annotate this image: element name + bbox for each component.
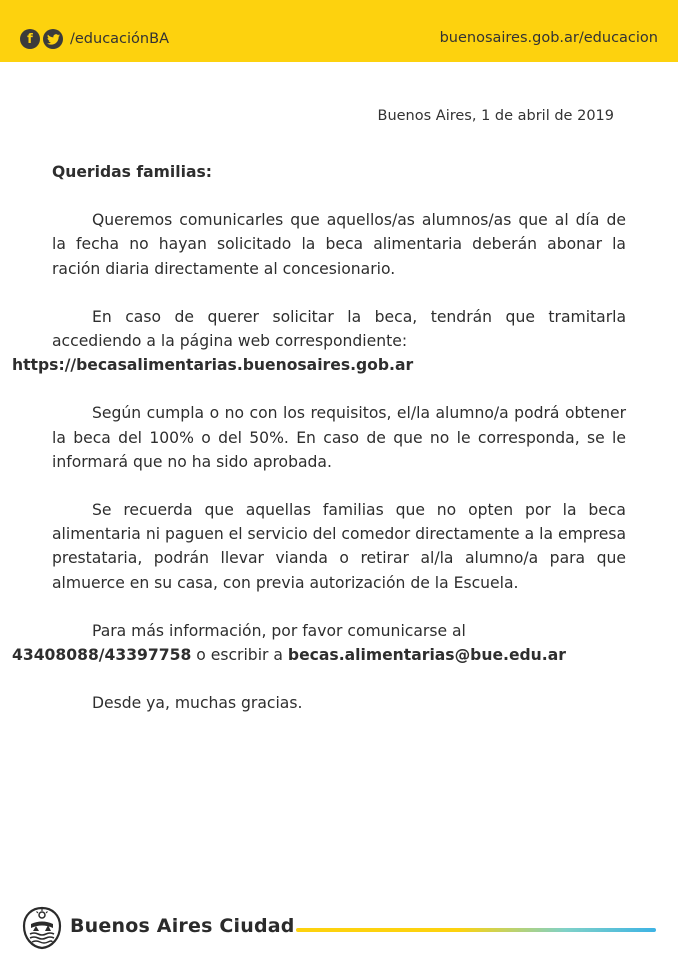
city-seal-icon: [22, 906, 62, 954]
letter-body: [12, 160, 626, 739]
paragraph-5-mid: o escribir a: [191, 646, 288, 665]
brand-name: Buenos Aires Ciudad: [70, 915, 295, 937]
email-link[interactable]: becas.alimentarias@bue.edu.ar: [287, 646, 566, 665]
paragraph-4: Se recuerda que aquellas familias que no opten por la beca alimentaria ni paguen el servicio del comedor directamente a la empresa prestataria, podrán llevar vianda o retirar al/la alumno/a para que almuerce en su casa, con previa autorización de la Escuela.: [52, 501, 626, 592]
closing: Desde ya, muchas gracias.: [92, 694, 303, 713]
header-bar: [0, 0, 678, 62]
social-handle[interactable]: /educaciónBA: [70, 31, 169, 47]
greeting: Queridas familias:: [52, 163, 212, 181]
becas-url-link[interactable]: https://becasalimentarias.buenosaires.gob.ar: [12, 356, 414, 375]
website-link[interactable]: buenosaires.gob.ar/educacion: [439, 30, 658, 46]
paragraph-1: Queremos comunicarles que aquellos/as alumnos/as que al día de la fecha no hayan solicitado la beca alimentaria deberán abonar la ración diaria directamente al concesionario.: [52, 211, 626, 278]
social-links: [20, 29, 169, 49]
paragraph-3: Según cumpla o no con los requisitos, el/la alumno/a podrá obtener la beca del 100% o del 50%. En caso de que no le corresponda, se le informará que no ha sido aprobada.: [52, 404, 626, 471]
paragraph-5: [12, 619, 626, 667]
paragraph-2-text: En caso de querer solicitar la beca, tendrán que tramitarla accediendo a la página web correspondiente:: [52, 307, 626, 351]
twitter-bird-glyph: [47, 34, 60, 45]
paragraph-2: [12, 305, 626, 378]
letter-date: Buenos Aires, 1 de abril de 2019: [377, 108, 614, 124]
paragraph-5-intro: Para más información, por favor comunicarse al: [92, 621, 466, 640]
twitter-icon[interactable]: [43, 29, 63, 49]
footer-color-stripe: [296, 928, 656, 932]
facebook-icon[interactable]: f: [20, 29, 40, 49]
phone-numbers[interactable]: 43408088/43397758: [12, 646, 192, 665]
